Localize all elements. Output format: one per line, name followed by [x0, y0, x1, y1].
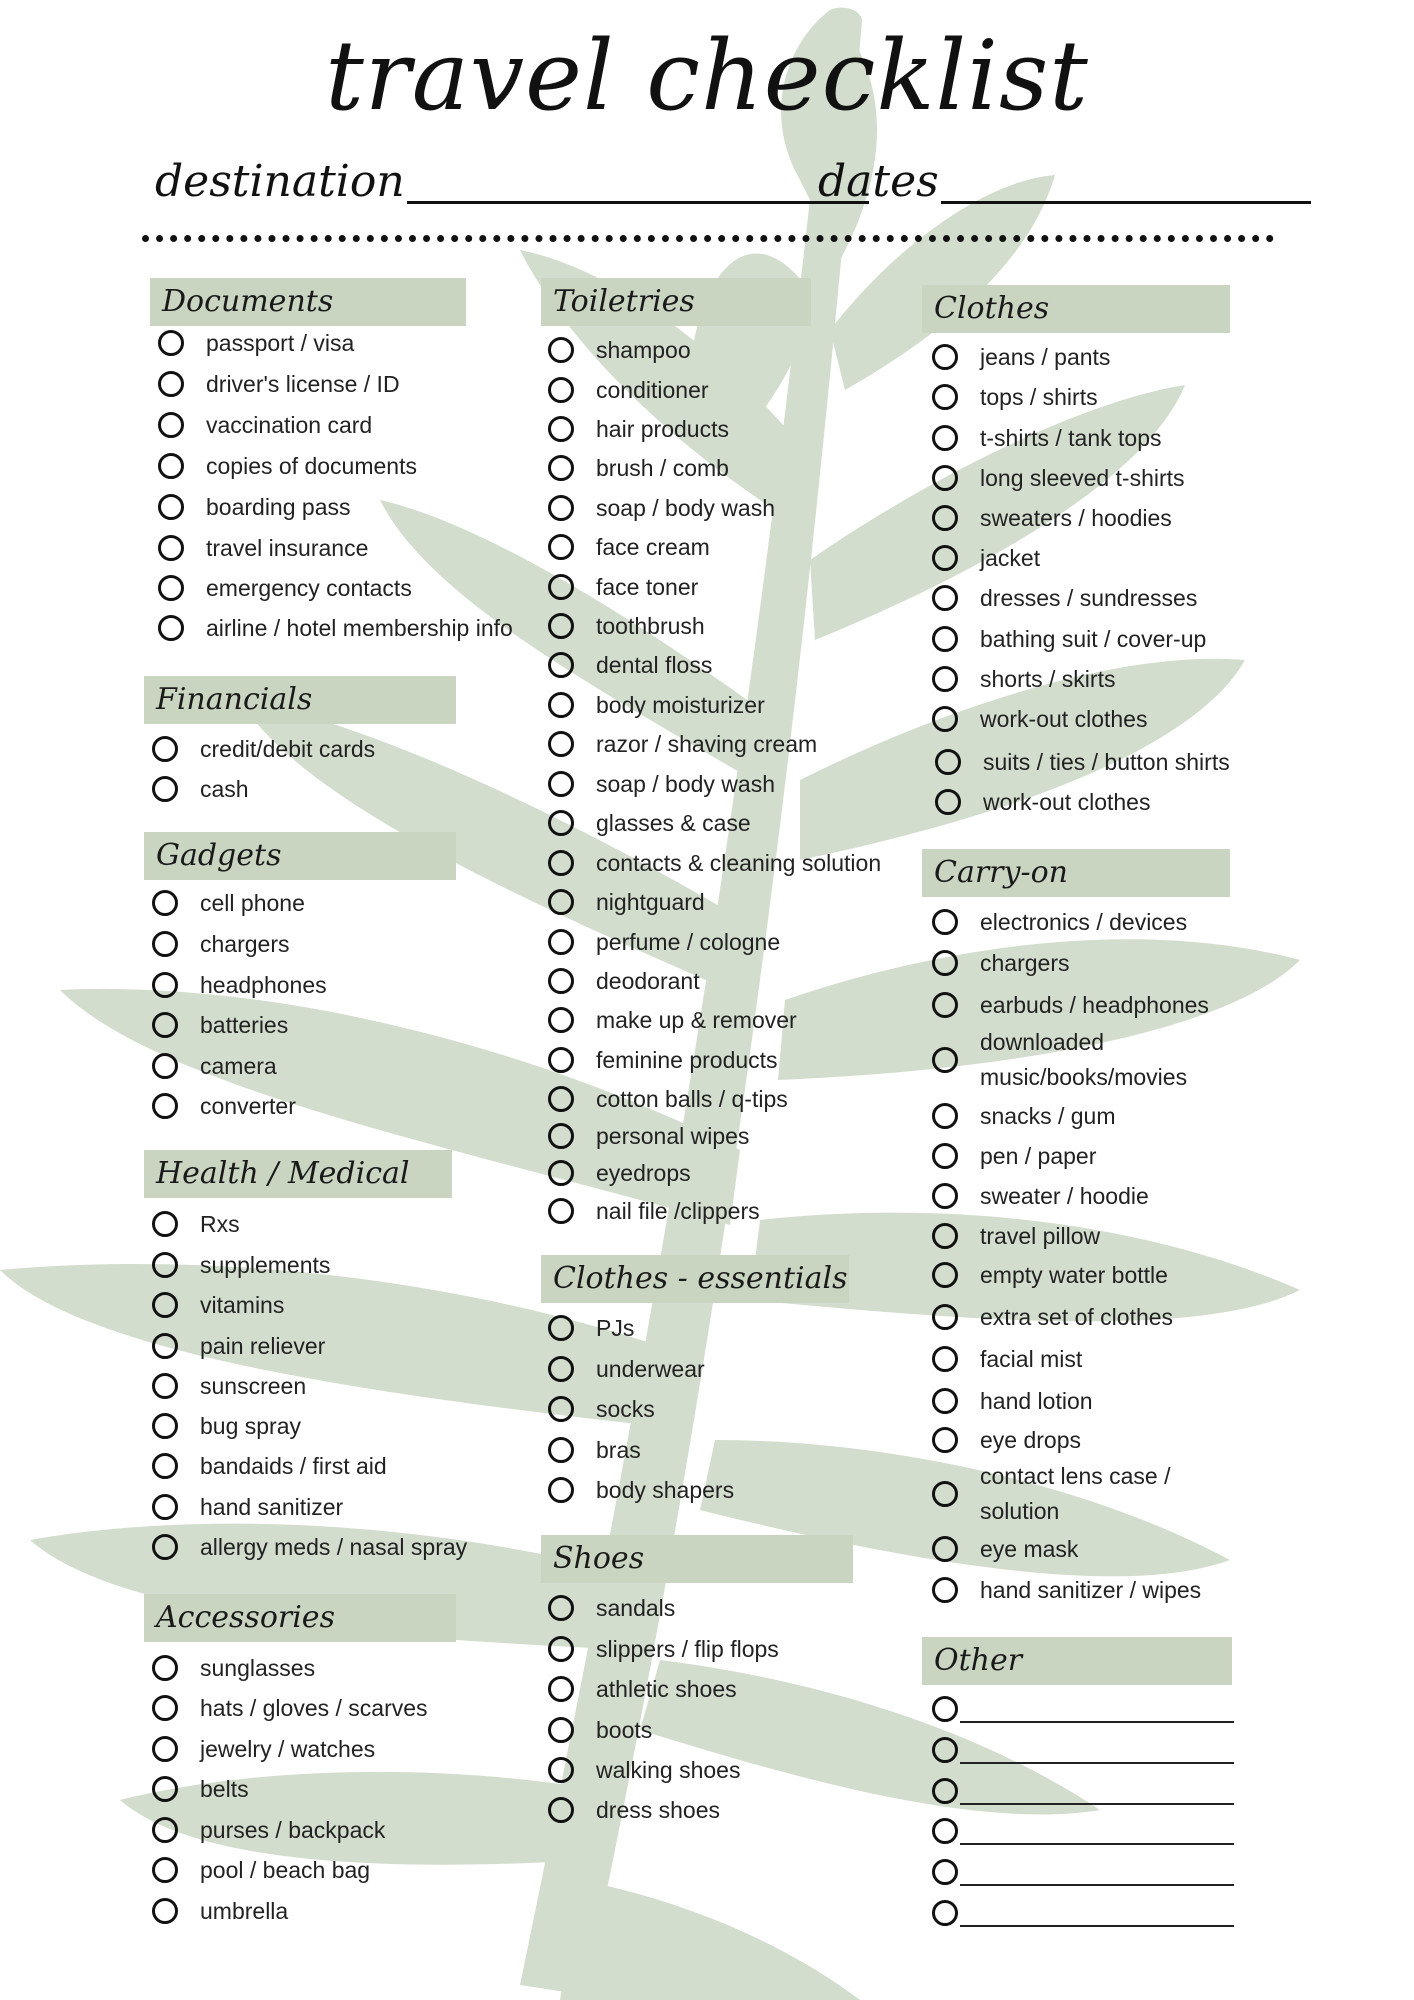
page-title: travel checklist — [325, 20, 1089, 132]
checklist-item[interactable]: sweater / hoodie — [932, 1179, 1149, 1213]
checklist-item[interactable]: camera — [152, 1049, 277, 1083]
section-header-other: Other — [922, 1637, 1232, 1685]
checkbox-circle-icon[interactable] — [152, 931, 178, 957]
section-header-toiletries: Toiletries — [541, 278, 811, 326]
checklist-item[interactable]: face toner — [548, 570, 698, 604]
checkbox-circle-icon[interactable] — [932, 1696, 958, 1722]
checklist-item[interactable]: boarding pass — [158, 490, 351, 524]
blank-line[interactable] — [960, 1817, 1234, 1845]
checkbox-circle-icon[interactable] — [548, 455, 574, 481]
checkbox-circle-icon[interactable] — [932, 1859, 958, 1885]
checklist-item[interactable]: dresses / sundresses — [932, 581, 1197, 615]
checklist-item[interactable]: tops / shirts — [932, 380, 1098, 414]
checkbox-circle-icon[interactable] — [152, 1655, 178, 1681]
checkbox-circle-icon[interactable] — [932, 1047, 958, 1073]
checkbox-circle-icon[interactable] — [548, 1160, 574, 1186]
section-header-health: Health / Medical — [144, 1150, 452, 1198]
destination-line — [407, 163, 869, 204]
checklist-item[interactable]: batteries — [152, 1008, 288, 1042]
checkbox-circle-icon[interactable] — [548, 1086, 574, 1112]
checkbox-circle-icon[interactable] — [152, 1776, 178, 1802]
checkbox-circle-icon[interactable] — [152, 1211, 178, 1237]
checklist-item[interactable]: travel insurance — [158, 531, 368, 565]
checkbox-circle-icon[interactable] — [932, 1536, 958, 1562]
checklist-item[interactable]: purses / backpack — [152, 1813, 385, 1847]
checklist-item[interactable]: vaccination card — [158, 408, 372, 442]
checkbox-circle-icon[interactable] — [548, 1356, 574, 1382]
checkbox-circle-icon[interactable] — [932, 909, 958, 935]
blank-checklist-item[interactable] — [932, 1896, 1234, 1930]
checkbox-circle-icon[interactable] — [548, 1123, 574, 1149]
checklist-item[interactable]: body shapers — [548, 1473, 734, 1507]
checklist-item[interactable]: supplements — [152, 1248, 330, 1282]
checklist-item[interactable]: bras — [548, 1433, 641, 1467]
checklist-item[interactable]: pool / beach bag — [152, 1853, 370, 1887]
blank-line[interactable] — [960, 1899, 1234, 1927]
dates-field[interactable] — [818, 156, 1311, 207]
checklist-item[interactable]: slippers / flip flops — [548, 1632, 779, 1666]
checklist-item[interactable]: underwear — [548, 1352, 705, 1386]
checkbox-circle-icon[interactable] — [158, 615, 184, 641]
checkbox-circle-icon[interactable] — [932, 585, 958, 611]
checklist-item[interactable]: electronics / devices — [932, 905, 1187, 939]
checklist-item[interactable]: downloaded music/books/movies — [932, 1024, 1180, 1096]
checklist-item[interactable]: deodorant — [548, 964, 700, 998]
checklist-item[interactable]: personal wipes — [548, 1119, 749, 1153]
checklist-item[interactable]: feminine products — [548, 1043, 778, 1077]
checkbox-circle-icon[interactable] — [548, 889, 574, 915]
checklist-item[interactable]: hand lotion — [932, 1384, 1093, 1418]
checkbox-circle-icon[interactable] — [548, 850, 574, 876]
blank-checklist-item[interactable] — [932, 1774, 1234, 1808]
checklist-item[interactable]: nightguard — [548, 885, 705, 919]
checklist-item[interactable]: copies of documents — [158, 449, 417, 483]
checklist-item[interactable]: headphones — [152, 968, 327, 1002]
checklist-item[interactable]: hand sanitizer — [152, 1490, 343, 1524]
checkbox-circle-icon[interactable] — [158, 535, 184, 561]
checkbox-circle-icon[interactable] — [152, 1373, 178, 1399]
checkbox-circle-icon[interactable] — [152, 1012, 178, 1038]
section-header-shoes: Shoes — [541, 1535, 853, 1583]
checkbox-circle-icon[interactable] — [932, 1346, 958, 1372]
blank-checklist-item[interactable] — [932, 1855, 1234, 1889]
checkbox-circle-icon[interactable] — [932, 505, 958, 531]
checkbox-circle-icon[interactable] — [548, 692, 574, 718]
checklist-item[interactable]: PJs — [548, 1311, 634, 1345]
checklist-item[interactable]: cell phone — [152, 886, 305, 920]
checkbox-circle-icon[interactable] — [932, 1223, 958, 1249]
blank-checklist-item[interactable] — [932, 1733, 1234, 1767]
checklist-item[interactable]: converter — [152, 1089, 296, 1123]
checklist-item[interactable]: body moisturizer — [548, 688, 765, 722]
checkbox-circle-icon[interactable] — [152, 1857, 178, 1883]
checklist-item[interactable]: travel pillow — [932, 1219, 1100, 1253]
blank-line[interactable] — [960, 1736, 1234, 1764]
checklist-item[interactable]: shorts / skirts — [932, 662, 1115, 696]
destination-label: destination — [155, 156, 405, 207]
checkbox-circle-icon[interactable] — [932, 1900, 958, 1926]
checklist-item[interactable]: shampoo — [548, 333, 691, 367]
checklist-item[interactable]: vitamins — [152, 1288, 284, 1322]
checkbox-circle-icon[interactable] — [152, 1333, 178, 1359]
checkbox-circle-icon[interactable] — [158, 330, 184, 356]
checkbox-circle-icon[interactable] — [548, 1757, 574, 1783]
checkbox-circle-icon[interactable] — [548, 1595, 574, 1621]
checkbox-circle-icon[interactable] — [152, 1292, 178, 1318]
checklist-item[interactable]: sandals — [548, 1591, 675, 1625]
checkbox-circle-icon[interactable] — [152, 1898, 178, 1924]
checklist-item[interactable]: soap / body wash — [548, 491, 775, 525]
blank-checklist-item[interactable] — [932, 1692, 1234, 1726]
destination-field[interactable] — [155, 156, 869, 207]
checklist-item[interactable]: face cream — [548, 530, 710, 564]
checkbox-circle-icon[interactable] — [152, 736, 178, 762]
checkbox-circle-icon[interactable] — [548, 968, 574, 994]
checkbox-circle-icon[interactable] — [548, 534, 574, 560]
checklist-item[interactable]: t-shirts / tank tops — [932, 421, 1162, 455]
checklist-item[interactable]: dental floss — [548, 648, 712, 682]
checkbox-circle-icon[interactable] — [932, 545, 958, 571]
checklist-item[interactable]: passport / visa — [158, 326, 354, 360]
blank-line[interactable] — [960, 1858, 1234, 1886]
dates-label: dates — [818, 156, 939, 207]
checkbox-circle-icon[interactable] — [548, 1315, 574, 1341]
checkbox-circle-icon[interactable] — [548, 1676, 574, 1702]
checklist-item[interactable]: eye mask — [932, 1532, 1078, 1566]
checklist-item[interactable]: make up & remover — [548, 1003, 797, 1037]
checklist-item[interactable]: eyedrops — [548, 1156, 691, 1190]
checkbox-circle-icon[interactable] — [158, 453, 184, 479]
checklist-item[interactable]: emergency contacts — [158, 571, 412, 605]
section-header-financials: Financials — [144, 676, 456, 724]
checklist-item[interactable]: empty water bottle — [932, 1258, 1168, 1292]
checkbox-circle-icon[interactable] — [152, 1413, 178, 1439]
checkbox-circle-icon[interactable] — [158, 371, 184, 397]
checklist-item[interactable]: contacts & cleaning solution — [548, 846, 881, 880]
section-header-gadgets: Gadgets — [144, 832, 456, 880]
checkbox-circle-icon[interactable] — [932, 992, 958, 1018]
checklist-item[interactable]: jeans / pants — [932, 340, 1110, 374]
checklist-item[interactable]: credit/debit cards — [152, 732, 375, 766]
checkbox-circle-icon[interactable] — [932, 384, 958, 410]
checklist-item[interactable]: razor / shaving cream — [548, 727, 817, 761]
checkbox-circle-icon[interactable] — [158, 494, 184, 520]
checkbox-circle-icon[interactable] — [548, 377, 574, 403]
checklist-item[interactable]: long sleeved t-shirts — [932, 461, 1185, 495]
checkbox-circle-icon[interactable] — [548, 1717, 574, 1743]
checkbox-circle-icon[interactable] — [932, 1388, 958, 1414]
checklist-item[interactable]: bandaids / first aid — [152, 1449, 387, 1483]
checklist-item[interactable]: walking shoes — [548, 1753, 740, 1787]
checkbox-circle-icon[interactable] — [548, 1007, 574, 1033]
checkbox-circle-icon[interactable] — [548, 1396, 574, 1422]
checklist-item[interactable]: eye drops — [932, 1423, 1081, 1457]
blank-checklist-item[interactable] — [932, 1814, 1234, 1848]
section-header-carry-on: Carry-on — [922, 849, 1230, 897]
checklist-item[interactable]: cash — [152, 772, 249, 806]
checkbox-circle-icon[interactable] — [152, 1053, 178, 1079]
checklist-item[interactable]: sunscreen — [152, 1369, 306, 1403]
checkbox-circle-icon[interactable] — [152, 1453, 178, 1479]
checkbox-circle-icon[interactable] — [932, 1304, 958, 1330]
checkbox-circle-icon[interactable] — [158, 575, 184, 601]
checklist-item[interactable]: nail file /clippers — [548, 1194, 760, 1228]
checkbox-circle-icon[interactable] — [932, 1778, 958, 1804]
checklist-item[interactable]: airline / hotel membership info — [158, 611, 513, 645]
checklist-item[interactable]: facial mist — [932, 1342, 1082, 1376]
checklist-item[interactable]: toothbrush — [548, 609, 705, 643]
checklist-item[interactable]: belts — [152, 1772, 249, 1806]
checkbox-circle-icon[interactable] — [152, 1695, 178, 1721]
checkbox-circle-icon[interactable] — [932, 1103, 958, 1129]
checklist-item[interactable]: soap / body wash — [548, 767, 775, 801]
checkbox-circle-icon[interactable] — [152, 1494, 178, 1520]
checkbox-circle-icon[interactable] — [932, 666, 958, 692]
checkbox-circle-icon[interactable] — [548, 1198, 574, 1224]
checklist-item[interactable]: conditioner — [548, 373, 709, 407]
checklist-item[interactable]: socks — [548, 1392, 655, 1426]
checklist-item[interactable]: brush / comb — [548, 451, 729, 485]
checkbox-circle-icon[interactable] — [152, 1252, 178, 1278]
checkbox-circle-icon[interactable] — [548, 1437, 574, 1463]
checkbox-circle-icon[interactable] — [548, 495, 574, 521]
checkbox-circle-icon[interactable] — [932, 1481, 958, 1507]
checkbox-circle-icon[interactable] — [932, 1262, 958, 1288]
checkbox-circle-icon[interactable] — [932, 1737, 958, 1763]
checkbox-circle-icon[interactable] — [548, 731, 574, 757]
checklist-item[interactable]: jewelry / watches — [152, 1732, 375, 1766]
checklist-item[interactable]: earbuds / headphones — [932, 988, 1209, 1022]
checklist-item[interactable]: work-out clothes — [932, 702, 1147, 736]
section-header-clothes-essentials: Clothes - essentials — [541, 1255, 849, 1303]
checklist-item[interactable]: suits / ties / button shirts — [935, 745, 1230, 779]
checkbox-circle-icon[interactable] — [152, 1093, 178, 1119]
checkbox-circle-icon[interactable] — [932, 950, 958, 976]
checkbox-circle-icon[interactable] — [548, 1477, 574, 1503]
checkbox-circle-icon[interactable] — [932, 465, 958, 491]
checklist-item[interactable]: cotton balls / q-tips — [548, 1082, 788, 1116]
checklist-item[interactable]: sweaters / hoodies — [932, 501, 1172, 535]
checklist-item[interactable]: pen / paper — [932, 1139, 1096, 1173]
checkbox-circle-icon[interactable] — [932, 425, 958, 451]
checklist-item[interactable]: allergy meds / nasal spray — [152, 1530, 467, 1564]
checkbox-circle-icon[interactable] — [548, 337, 574, 363]
checkbox-circle-icon[interactable] — [152, 776, 178, 802]
checklist-item[interactable]: bathing suit / cover-up — [932, 622, 1206, 656]
checkbox-circle-icon[interactable] — [548, 929, 574, 955]
checklist-item[interactable]: driver's license / ID — [158, 367, 400, 401]
checkbox-circle-icon[interactable] — [932, 344, 958, 370]
checkbox-circle-icon[interactable] — [932, 1577, 958, 1603]
checklist-item[interactable]: sunglasses — [152, 1651, 315, 1685]
checklist-item[interactable]: work-out clothes — [935, 785, 1150, 819]
checkbox-circle-icon[interactable] — [932, 1143, 958, 1169]
checkbox-circle-icon[interactable] — [932, 1818, 958, 1844]
checkbox-circle-icon[interactable] — [932, 626, 958, 652]
blank-line[interactable] — [960, 1695, 1234, 1723]
checkbox-circle-icon[interactable] — [932, 1183, 958, 1209]
checklist-item[interactable]: chargers — [932, 946, 1069, 980]
section-header-accessories: Accessories — [144, 1594, 456, 1642]
checklist-item[interactable]: dress shoes — [548, 1793, 720, 1827]
checkbox-circle-icon[interactable] — [548, 1636, 574, 1662]
checklist-item[interactable]: glasses & case — [548, 806, 751, 840]
checkbox-circle-icon[interactable] — [932, 1427, 958, 1453]
section-header-clothes: Clothes — [922, 285, 1230, 333]
dotted-divider — [142, 235, 1274, 242]
checklist-item[interactable]: bug spray — [152, 1409, 301, 1443]
checklist-item[interactable]: pain reliever — [152, 1329, 325, 1363]
checkbox-circle-icon[interactable] — [548, 1047, 574, 1073]
checkbox-circle-icon[interactable] — [548, 771, 574, 797]
checklist-item[interactable]: hand sanitizer / wipes — [932, 1573, 1201, 1607]
checkbox-circle-icon[interactable] — [548, 652, 574, 678]
checkbox-circle-icon[interactable] — [158, 412, 184, 438]
checkbox-circle-icon[interactable] — [152, 890, 178, 916]
checklist-item[interactable]: jacket — [932, 541, 1040, 575]
checkbox-circle-icon[interactable] — [152, 1534, 178, 1560]
checklist-item[interactable]: boots — [548, 1713, 652, 1747]
checkbox-circle-icon[interactable] — [152, 1736, 178, 1762]
checklist-item[interactable]: extra set of clothes — [932, 1300, 1173, 1334]
checklist-item[interactable]: hair products — [548, 412, 729, 446]
checkbox-circle-icon[interactable] — [935, 749, 961, 775]
checklist-item[interactable]: snacks / gum — [932, 1099, 1116, 1133]
checklist-item[interactable]: perfume / cologne — [548, 925, 780, 959]
checkbox-circle-icon[interactable] — [548, 574, 574, 600]
checkbox-circle-icon[interactable] — [935, 789, 961, 815]
dates-line — [941, 163, 1311, 204]
checklist-item[interactable]: athletic shoes — [548, 1672, 737, 1706]
checkbox-circle-icon[interactable] — [548, 810, 574, 836]
checkbox-circle-icon[interactable] — [548, 1797, 574, 1823]
checkbox-circle-icon[interactable] — [152, 1817, 178, 1843]
checkbox-circle-icon[interactable] — [548, 613, 574, 639]
checklist-item[interactable]: umbrella — [152, 1894, 288, 1928]
checklist-item[interactable]: hats / gloves / scarves — [152, 1691, 428, 1725]
checklist-item[interactable]: Rxs — [152, 1207, 240, 1241]
section-header-documents: Documents — [150, 278, 466, 326]
checkbox-circle-icon[interactable] — [548, 416, 574, 442]
checkbox-circle-icon[interactable] — [152, 972, 178, 998]
checkbox-circle-icon[interactable] — [932, 706, 958, 732]
checklist-item[interactable]: chargers — [152, 927, 289, 961]
checklist-item[interactable]: contact lens case / solution — [932, 1458, 1180, 1530]
blank-line[interactable] — [960, 1777, 1234, 1805]
